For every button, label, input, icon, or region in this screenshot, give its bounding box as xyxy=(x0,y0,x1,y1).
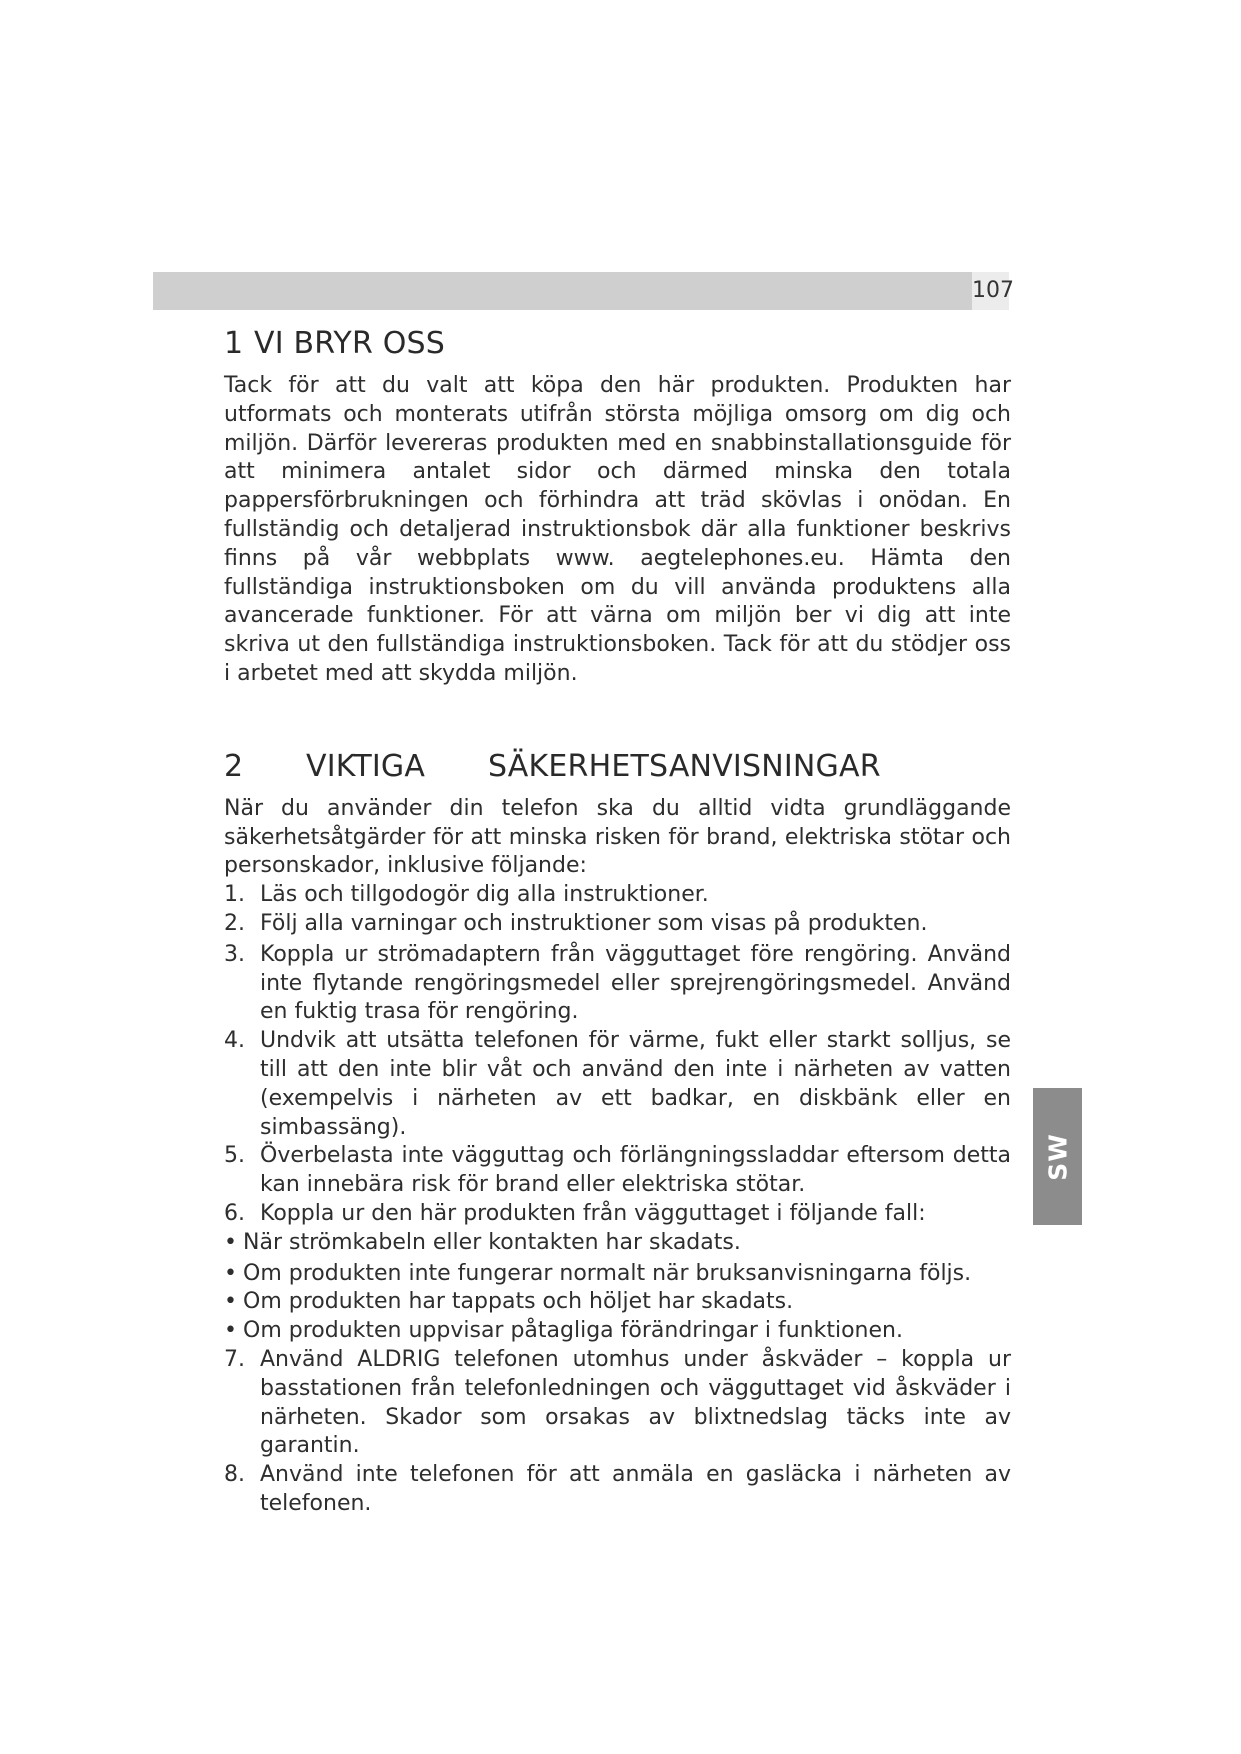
bullet-marker: • xyxy=(224,1289,237,1315)
list-item-text: Följ alla varningar och instruktioner som visas på produkten. xyxy=(260,910,928,936)
list-item-marker: 3. xyxy=(224,941,245,967)
bullet-item xyxy=(224,1288,1011,1317)
bullet-item xyxy=(224,1260,1011,1289)
bullet-marker: • xyxy=(224,1318,237,1344)
section-1-heading xyxy=(224,324,1011,364)
section-1 xyxy=(224,324,1011,689)
section-2-heading xyxy=(224,747,1011,787)
list-item xyxy=(224,910,1011,939)
header-bar xyxy=(153,272,972,310)
bullet-marker: • xyxy=(224,1229,237,1255)
bullet-text: När strömkabeln eller kontakten har skadats. xyxy=(243,1229,741,1255)
bullet-marker: • xyxy=(224,1260,237,1286)
page-content xyxy=(224,324,1011,1519)
bullet-text: Om produkten inte fungerar normalt när bruksanvisningarna följs. xyxy=(243,1260,972,1286)
list-item-marker: 4. xyxy=(224,1028,245,1054)
bullet-text: Om produkten har tappats och höljet har skadats. xyxy=(243,1289,794,1315)
list-item-marker: 2. xyxy=(224,910,245,936)
language-tab-label: SW xyxy=(1043,1132,1072,1181)
safety-list xyxy=(224,881,1011,1519)
section-2-title-word-1: VIKTIGA xyxy=(306,748,426,784)
section-1-paragraph: Tack för att du valt att köpa den här produkten. Produkten har utformats och monterats utifrån största möjliga omsorg om dig och miljön. Därför levereras produkten med en snabbinstallationsguide för att minimera antalet sidor och därmed minska den totala pappersförbrukningen och förhindra att träd skövlas i onödan. En fullständig och detaljerad instruktionsbok där alla funktioner beskrivs finns på vår webbplats www. aegtelephones.eu. Hämta den fullständiga instruktionsboken om du vill använda produktens alla avancerade funktioner. För att värna om miljön ber vi dig att inte skriva ut den fullständiga instruktionsboken. Tack för att du stödjer oss i arbetet med att skydda miljön. xyxy=(224,373,1011,686)
list-item-marker: 8. xyxy=(224,1462,245,1488)
list-item xyxy=(224,1142,1011,1200)
list-item xyxy=(224,1200,1011,1229)
bullet-item xyxy=(224,1317,1011,1346)
list-item xyxy=(224,1461,1011,1519)
page-number: 107 xyxy=(972,272,1009,310)
section-1-title: VI BRYR OSS xyxy=(254,326,446,361)
list-item xyxy=(224,881,1011,910)
bullet-text: Om produkten uppvisar påtagliga förändringar i funktionen. xyxy=(243,1318,903,1344)
list-item-marker: 7. xyxy=(224,1346,245,1372)
list-item-text: Undvik att utsätta telefonen för värme, fukt eller starkt solljus, se till att den inte blir våt och använd den inte i närheten av vatten (exempelvis i närheten av ett badkar, en diskbänk eller en simbassäng). xyxy=(260,1028,1011,1140)
list-item xyxy=(224,941,1011,1027)
bullet-item xyxy=(224,1229,1011,1258)
section-2-title-word-2: SÄKERHETSANVISNINGAR xyxy=(488,748,881,784)
list-item-marker: 5. xyxy=(224,1143,245,1169)
list-item-text: Koppla ur strömadaptern från vägguttaget före rengöring. Använd inte flytande rengöringsmedel eller sprejrengöringsmedel. Använd en fuktig trasa för rengöring. xyxy=(260,941,1011,1025)
list-item xyxy=(224,1027,1011,1142)
section-2 xyxy=(224,747,1011,1519)
section-1-number: 1 xyxy=(224,326,244,361)
list-item-marker: 6. xyxy=(224,1200,245,1226)
list-item xyxy=(224,1346,1011,1461)
list-item-text: Läs och tillgodogör dig alla instruktioner. xyxy=(260,882,709,908)
list-item-text: Använd inte telefonen för att anmäla en gasläcka i närheten av telefonen. xyxy=(260,1462,1011,1516)
list-item-text: Överbelasta inte vägguttag och förlängningssladdar eftersom detta kan innebära risk för brand eller elektriska stötar. xyxy=(260,1143,1011,1198)
list-item-text: Koppla ur den här produkten från vägguttaget i följande fall: xyxy=(260,1200,926,1226)
list-item-text: Använd ALDRIG telefonen utomhus under åskväder – koppla ur basstationen från telefonledningen och vägguttaget vid åskväder i närheten. Skador som orsakas av blixtnedslag täcks inte av garantin. xyxy=(260,1346,1011,1459)
language-tab xyxy=(1033,1088,1082,1225)
section-2-number: 2 xyxy=(224,748,244,784)
list-item-marker: 1. xyxy=(224,882,245,908)
section-2-intro: När du använder din telefon ska du alltid vidta grundläggande säkerhetsåtgärder för att minska risken för brand, elektriska stötar och personskador, inklusive följande: xyxy=(224,795,1011,879)
